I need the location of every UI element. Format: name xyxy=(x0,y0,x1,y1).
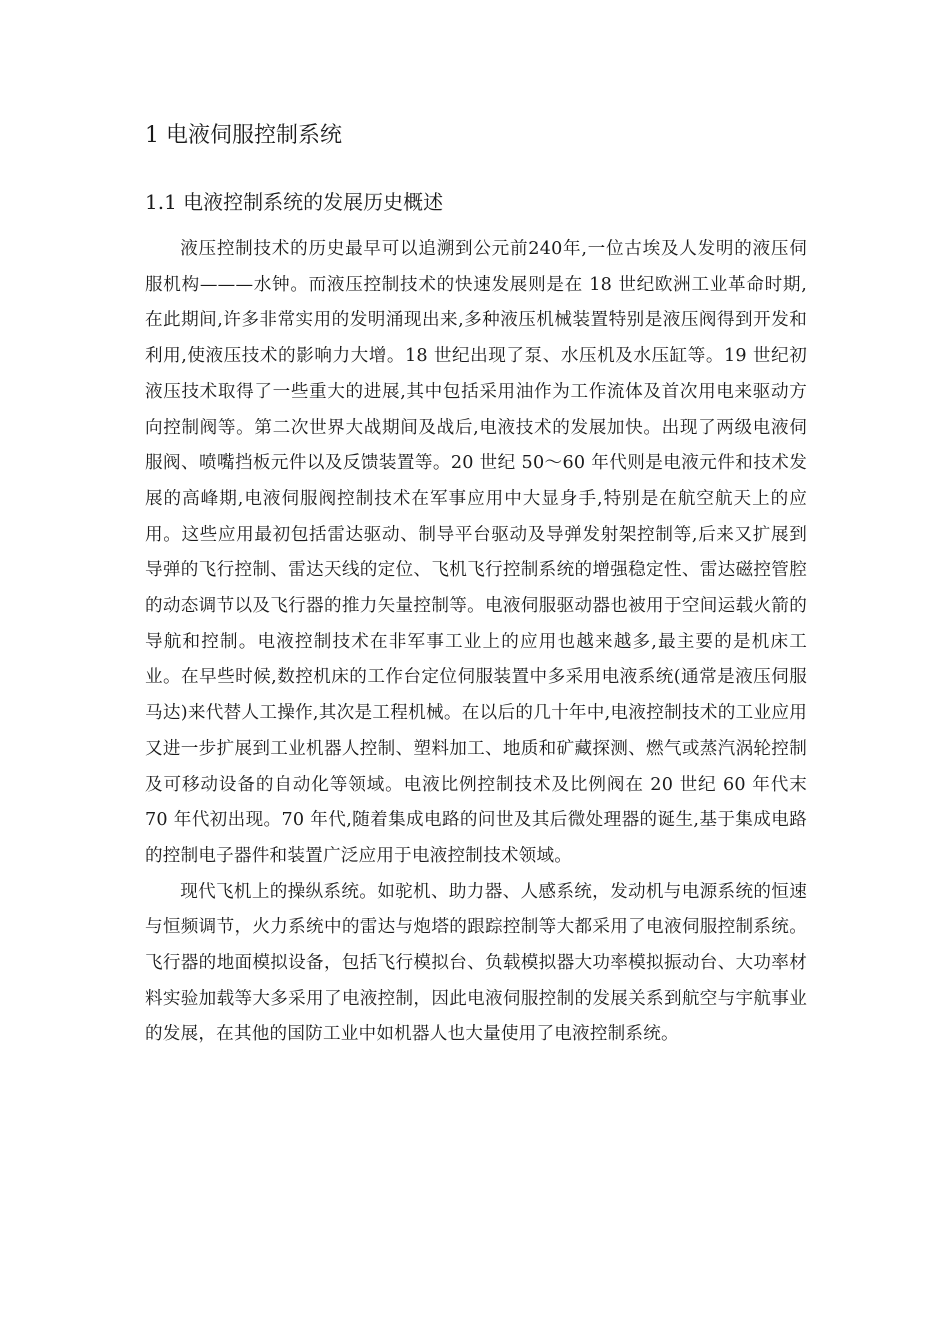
paragraph: 现代飞机上的操纵系统。如驼机、助力器、人感系统，发动机与电源系统的恒速与恒频调节，火力系统中的雷达与炮塔的跟踪控制等大都采用了电液伺服控制系统。飞行器的地面模拟设备，包括飞行模拟台、负载模拟器大功率模拟振动台、大功率材料实验加载等大多采用了电液控制，因此电液伺服控制的发展关系到航空与宇航事业的发展，在其他的国防工业中如机器人也大量使用了电液控制系统。 xyxy=(145,881,807,1045)
section-title: 1.1 电液控制系统的发展历史概述 xyxy=(145,190,444,214)
paragraph: 液压控制技术的历史最早可以追溯到公元前240年,一位古埃及人发明的液压伺服机构———水钟。而液压控制技术的快速发展则是在 18 世纪欧洲工业革命时期,在此期间,许多非常实用的发明涌现出来,多种液压机械装置特别是液压阀得到开发和利用,使液压技术的影响力大增。18 世纪出现了泵、水压机及水压缸等。19 世纪初液压技术取得了一些重大的进展,其中包括采用油作为工作流体及首次用电来驱动方向控制阀等。第二次世界大战期间及战后,电液技术的发展加快。出现了两级电液伺服阀、喷嘴挡板元件以及反馈装置等。20 世纪 50～60 年代则是电液元件和技术发展的高峰期,电液伺服阀控制技术在军事应用中大显身手,特别是在航空航天上的应用。这些应用最初包括雷达驱动、制导平台驱动及导弹发射架控制等,后来又扩展到导弹的飞行控制、雷达天线的定位、飞机飞行控制系统的增强稳定性、雷达磁控管腔的动态调节以及飞行器的推力矢量控制等。电液伺服驱动器也被用于空间运载火箭的导航和控制。电液控制技术在非军事工业上的应用也越来越多,最主要的是机床工业。在早些时候,数控机床的工作台定位伺服装置中多采用电液系统(通常是液压伺服马达)来代替人工操作,其次是工程机械。在以后的几十年中,电液控制技术的工业应用又进一步扩展到工业机器人控制、塑料加工、地质和矿藏探测、燃气或蒸汽涡轮控制及可移动设备的自动化等领域。电液比例控制技术及比例阀在 20 世纪 60 年代末 70 年代初出现。70 年代,随着集成电路的问世及其后微处理器的诞生,基于集成电路的控制电子器件和装置广泛应用于电液控制技术领域。 xyxy=(145,239,807,866)
chapter-title: 1 电液伺服控制系统 xyxy=(145,123,342,148)
body-text xyxy=(145,232,807,1053)
